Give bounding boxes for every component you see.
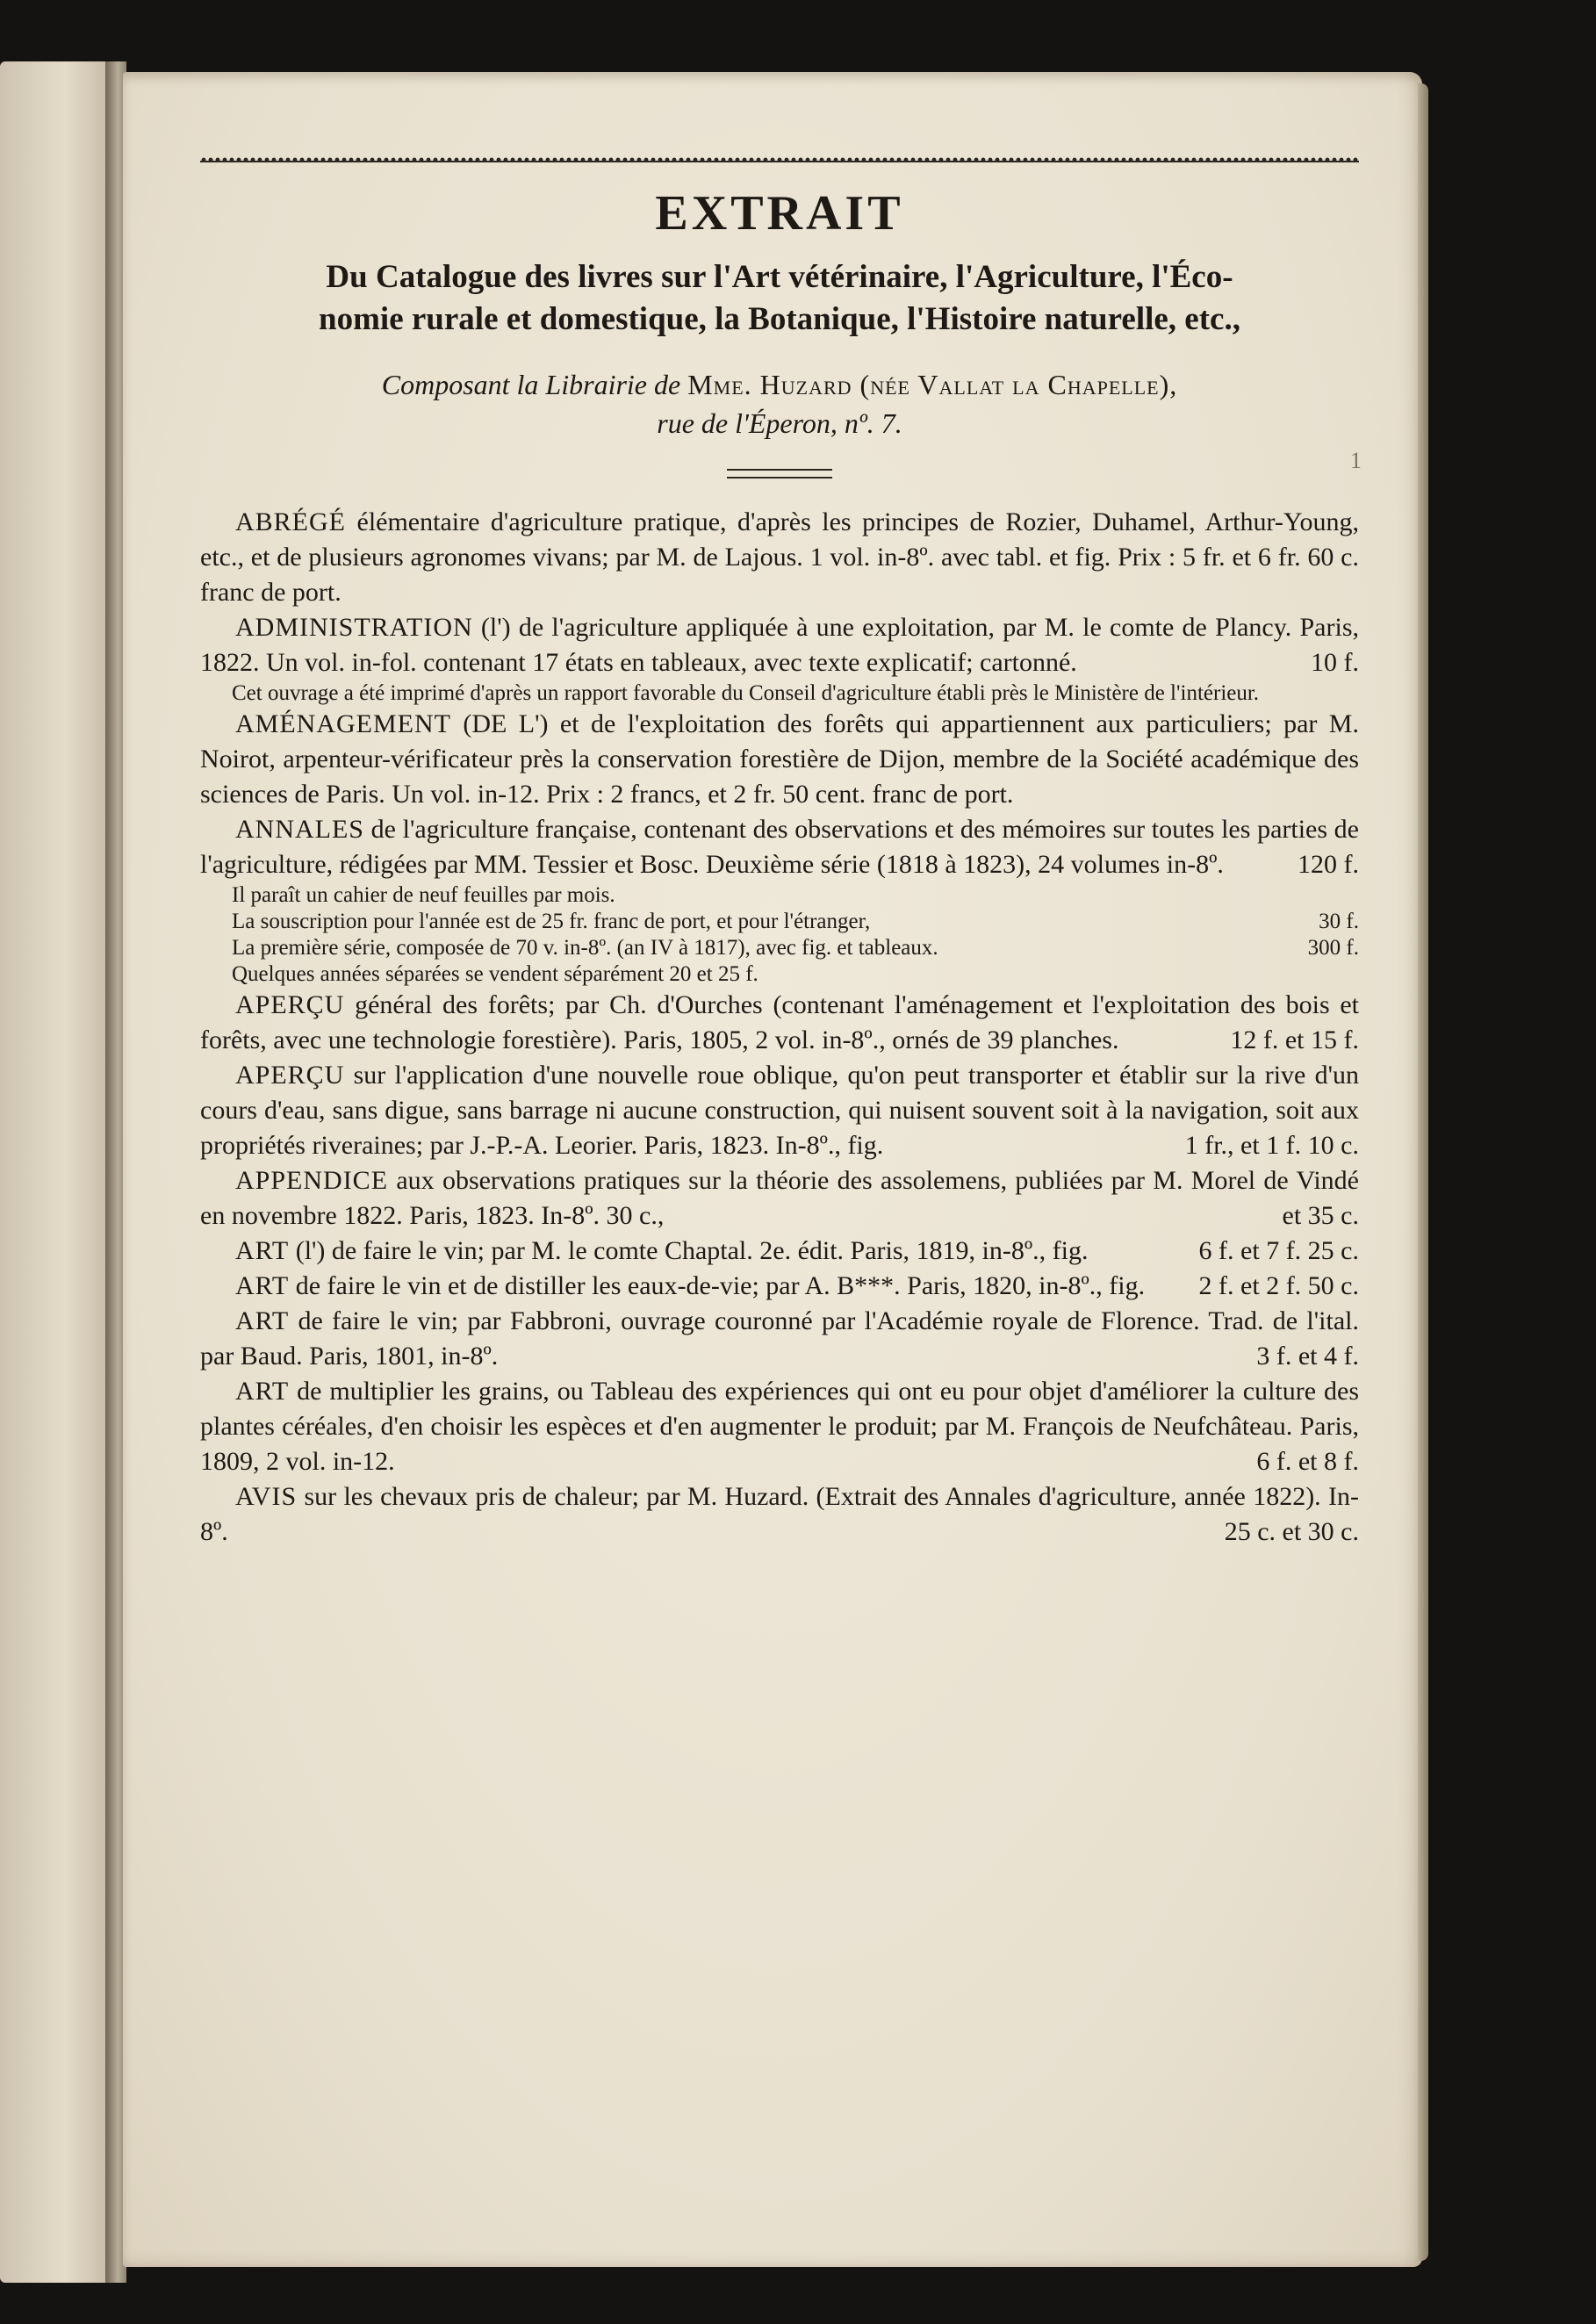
- page-content: [200, 149, 1359, 1550]
- entry-headword: ART: [235, 1236, 290, 1265]
- catalogue-note: [200, 935, 1359, 961]
- entry-price: 10 f.: [1311, 648, 1359, 677]
- entry-price: 12 f. et 15 f.: [1230, 1025, 1359, 1054]
- left-page-edge: [0, 61, 119, 2283]
- bookseller-name: Mme. Huzard (née Vallat la Chapelle),: [687, 369, 1178, 400]
- catalogue-note: [200, 909, 1359, 935]
- catalogue-entry: [200, 1479, 1359, 1550]
- entry-price: 120 f.: [1298, 850, 1359, 879]
- catalogue-entry: [200, 1374, 1359, 1479]
- entry-headword: ART: [235, 1306, 290, 1335]
- catalogue-entry: [200, 1234, 1359, 1269]
- entry-text: de faire le vin; par Fabbroni, ouvrage couronné par l'Académie royale de Florence. Trad. de l'ital. par Baud. Paris, 1801, in-8º.: [200, 1306, 1359, 1371]
- catalogue-entry: [200, 1304, 1359, 1374]
- entry-price: 300 f.: [1307, 936, 1359, 960]
- page-edge-shadow: [1418, 83, 1428, 2261]
- entry-text: (l') de faire le vin; par M. le comte Chaptal. 2e. édit. Paris, 1819, in-8º., fig.: [289, 1236, 1089, 1265]
- entry-text: de faire le vin et de distiller les eaux-de-vie; par A. B***. Paris, 1820, in-8º., fig.: [289, 1271, 1146, 1300]
- entry-text: sur l'application d'une nouvelle roue oblique, qu'on peut transporter et établir sur la rive d'un cours d'eau, sans digue, sans barrage ni aucune construction, qui nuisent souvent soit à la navigation, soit aux propriétés riveraines; par J.-P.-A. Leorier. Paris, 1823. In-8º., fig.: [200, 1061, 1359, 1160]
- catalogue-note: [200, 961, 1359, 988]
- entry-price: 1 fr., et 1 f. 10 c.: [1184, 1131, 1359, 1160]
- entry-headword: ART: [235, 1271, 290, 1300]
- entry-headword: ADMINISTRATION: [235, 613, 473, 642]
- catalogue-subtitle: [200, 256, 1359, 341]
- entry-headword: AVIS: [235, 1482, 298, 1511]
- margin-mark: 1: [1350, 448, 1362, 473]
- catalogue-note: [200, 680, 1359, 707]
- entry-price: 3 f. et 4 f.: [1256, 1342, 1359, 1371]
- subtitle-line-1: Du Catalogue des livres sur l'Art vétérinaire, l'Agriculture, l'Éco-: [326, 259, 1233, 295]
- entry-headword: APERÇU: [235, 990, 345, 1019]
- catalogue-entry: [200, 812, 1359, 882]
- note-text: La première série, composée de 70 v. in-8º. (an IV à 1817), avec fig. et tableaux.: [232, 936, 938, 960]
- entry-text: sur les chevaux pris de chaleur; par M. Huzard. (Extrait des Annales d'agriculture, année 1822). In-8º.: [200, 1482, 1359, 1546]
- catalogue-entry: [200, 505, 1359, 610]
- entry-text: aux observations pratiques sur la théorie des assolemens, publiées par M. Morel de Vindé en novembre 1822. Paris, 1823. In-8º. 30 c.,: [200, 1166, 1359, 1230]
- entry-price: et 35 c.: [1282, 1201, 1359, 1230]
- entry-price: 25 c. et 30 c.: [1224, 1517, 1359, 1546]
- catalogue-entries: [200, 505, 1359, 1550]
- entry-headword: APPENDICE: [235, 1166, 389, 1195]
- bookseller-address: rue de l'Éperon, nº. 7.: [657, 407, 902, 439]
- page-title: EXTRAIT: [655, 186, 904, 241]
- top-ornament-rule: [200, 149, 1359, 163]
- entry-headword: ABRÉGÉ: [235, 507, 346, 536]
- entry-text: de multiplier les grains, ou Tableau des expériences qui ont eu pour objet d'améliorer la culture des plantes céréales, d'en choisir les espèces et d'en augmenter le produit; par M. François de Neufchâteau. Paris, 1809, 2 vol. in-12.: [200, 1377, 1359, 1476]
- entry-price: 6 f. et 7 f. 25 c.: [1198, 1236, 1359, 1265]
- note-text: Il paraît un cahier de neuf feuilles par mois.: [232, 883, 615, 907]
- entry-price: 2 f. et 2 f. 50 c.: [1198, 1271, 1359, 1300]
- entry-text: (l') de l'agriculture appliquée à une exploitation, par M. le comte de Plancy. Paris, 1822. Un vol. in-fol. contenant 17 états en tableaux, avec texte explicatif; cartonné.: [200, 613, 1359, 677]
- entry-text: (DE L') et de l'exploitation des forêts qui appartiennent aux particuliers; par M. Noirot, arpenteur-vérificateur près la conservation forestière de Dijon, membre de la Société académique des sciences de Paris. Un vol. in-12. Prix : 2 francs, et 2 fr. 50 cent. franc de port.: [200, 709, 1359, 809]
- entry-price: 30 f.: [1319, 910, 1359, 933]
- catalogue-entry: [200, 1269, 1359, 1304]
- entry-headword: APERÇU: [235, 1061, 345, 1090]
- entry-text: général des forêts; par Ch. d'Ourches (contenant l'aménagement et l'exploitation des bois et forêts, avec une technologie forestière). Paris, 1805, 2 vol. in-8º., ornés de 39 planches.: [200, 990, 1359, 1054]
- catalogue-entry: [200, 707, 1359, 812]
- bookseller-line: [200, 365, 1359, 442]
- catalogue-entry: [200, 988, 1359, 1058]
- entry-headword: ART: [235, 1377, 290, 1406]
- note-text: Quelques années séparées se vendent séparément 20 et 25 f.: [232, 962, 758, 986]
- entry-headword: AMÉNAGEMENT: [235, 709, 451, 738]
- catalogue-entry: [200, 610, 1359, 680]
- catalogue-note: [200, 882, 1359, 909]
- entry-price: 6 f. et 8 f.: [1256, 1447, 1359, 1476]
- double-rule-divider: [727, 469, 832, 478]
- subtitle-line-2: nomie rurale et domestique, la Botanique, l'Histoire naturelle, etc.,: [319, 301, 1240, 337]
- catalogue-entry: [200, 1163, 1359, 1234]
- entry-text: de l'agriculture française, contenant des observations et des mémoires sur toutes les parties de l'agriculture, rédigées par MM. Tessier et Bosc. Deuxième série (1818 à 1823), 24 volumes in-8º.: [200, 815, 1359, 879]
- entry-headword: ANNALES: [235, 815, 364, 844]
- note-text: Cet ouvrage a été imprimé d'après un rapport favorable du Conseil d'agriculture établi près le Ministère de l'intérieur.: [232, 681, 1260, 705]
- note-text: La souscription pour l'année est de 25 fr. franc de port, et pour l'étranger,: [232, 910, 871, 933]
- composant-label: Composant la Librairie de: [381, 369, 681, 400]
- catalogue-entry: [200, 1058, 1359, 1163]
- entry-text: élémentaire d'agriculture pratique, d'après les principes de Rozier, Duhamel, Arthur-Young, etc., et de plusieurs agronomes vivans; par M. de Lajous. 1 vol. in-8º. avec tabl. et fig. Prix : 5 fr. et 6 fr. 60 c. franc de port.: [200, 507, 1359, 607]
